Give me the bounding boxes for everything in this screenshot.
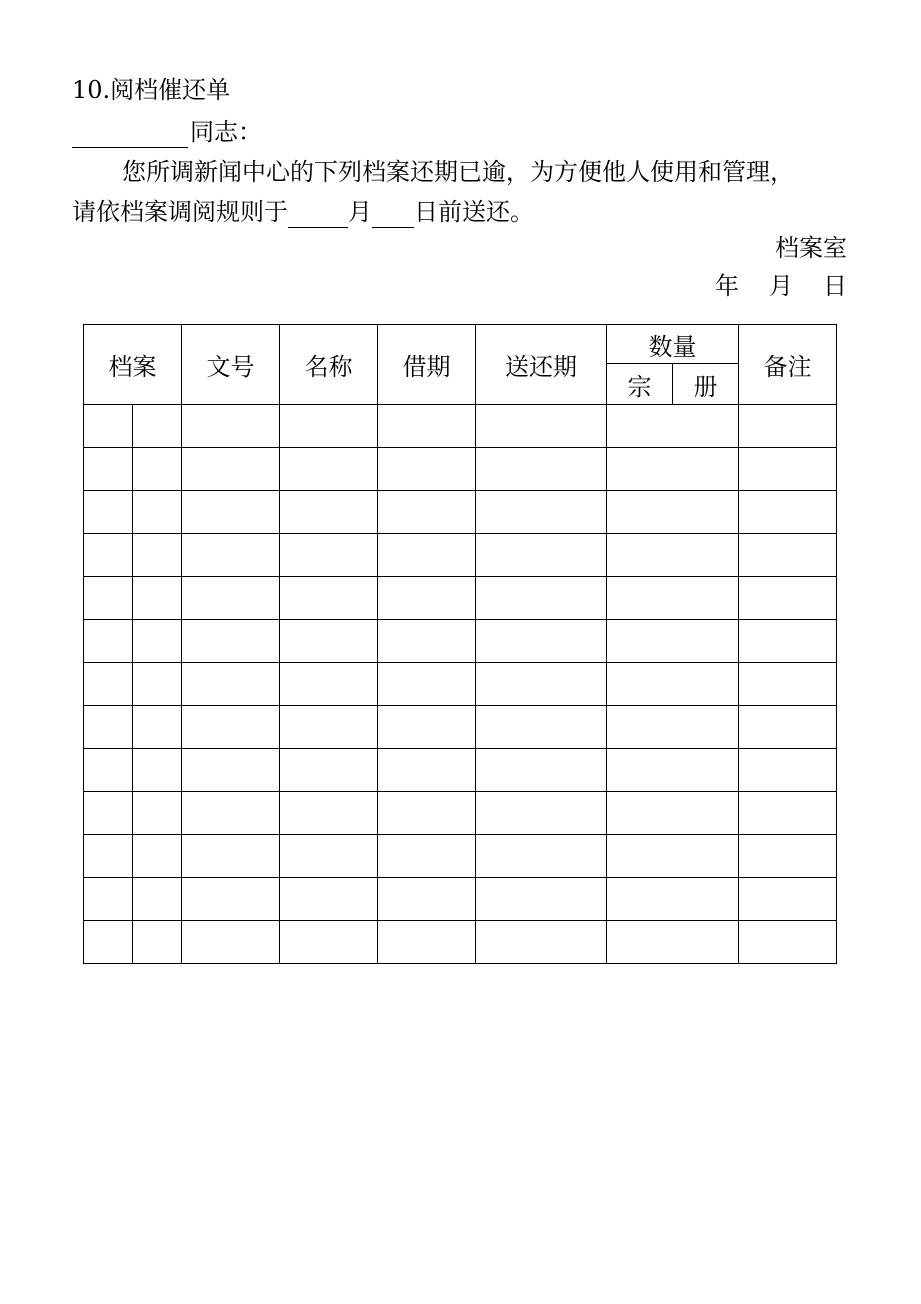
header-remarks: 备注 [739,325,837,405]
cell-name[interactable] [280,534,378,577]
cell-remarks[interactable] [739,921,837,964]
cell-archive-a[interactable] [84,706,133,749]
cell-quantity[interactable] [607,792,739,835]
cell-remarks[interactable] [739,835,837,878]
cell-return-date[interactable] [476,448,607,491]
cell-remarks[interactable] [739,405,837,448]
day-suffix: 日前送还。 [414,198,534,226]
cell-archive-b[interactable] [133,491,182,534]
cell-quantity[interactable] [607,835,739,878]
cell-doc-no[interactable] [182,835,280,878]
cell-return-date[interactable] [476,620,607,663]
body-text-line-1: 您所调新闻中心的下列档案还期已逾，为方便他人使用和管理， [122,158,794,186]
month-label: 月 [348,198,372,226]
cell-remarks[interactable] [739,792,837,835]
cell-archive-b[interactable] [133,577,182,620]
cell-archive-a[interactable] [84,663,133,706]
table-row [84,577,837,620]
cell-borrow-date[interactable] [378,534,476,577]
cell-quantity[interactable] [607,921,739,964]
cell-name[interactable] [280,448,378,491]
cell-name[interactable] [280,491,378,534]
table-row [84,405,837,448]
header-doc-no: 文号 [182,325,280,405]
cell-archive-a[interactable] [84,577,133,620]
cell-return-date[interactable] [476,792,607,835]
cell-quantity[interactable] [607,878,739,921]
cell-archive-a[interactable] [84,620,133,663]
date-month: 月 [769,272,793,300]
month-blank[interactable] [288,203,348,228]
date-day: 日 [823,272,847,300]
table-row [84,448,837,491]
cell-doc-no[interactable] [182,706,280,749]
cell-archive-a[interactable] [84,921,133,964]
cell-return-date[interactable] [476,878,607,921]
cell-quantity[interactable] [607,534,739,577]
cell-borrow-date[interactable] [378,620,476,663]
cell-doc-no[interactable] [182,491,280,534]
cell-archive-a[interactable] [84,405,133,448]
table-row [84,835,837,878]
cell-archive-b[interactable] [133,663,182,706]
cell-quantity[interactable] [607,706,739,749]
cell-borrow-date[interactable] [378,921,476,964]
cell-borrow-date[interactable] [378,835,476,878]
table-row [84,878,837,921]
cell-borrow-date[interactable] [378,448,476,491]
cell-archive-b[interactable] [133,405,182,448]
cell-name[interactable] [280,706,378,749]
cell-borrow-date[interactable] [378,491,476,534]
body-text-line-2 [72,196,534,228]
cell-name[interactable] [280,620,378,663]
cell-quantity[interactable] [607,663,739,706]
date-year: 年 [715,272,739,300]
cell-name[interactable] [280,835,378,878]
cell-doc-no[interactable] [182,663,280,706]
cell-return-date[interactable] [476,405,607,448]
cell-return-date[interactable] [476,706,607,749]
cell-doc-no[interactable] [182,577,280,620]
cell-archive-a[interactable] [84,792,133,835]
header-return-date: 送还期 [476,325,607,405]
cell-archive-b[interactable] [133,620,182,663]
cell-doc-no[interactable] [182,448,280,491]
cell-archive-a[interactable] [84,878,133,921]
cell-return-date[interactable] [476,921,607,964]
table-row [84,792,837,835]
cell-name[interactable] [280,405,378,448]
salutation-suffix: 同志： [190,118,262,146]
cell-doc-no[interactable] [182,405,280,448]
cell-archive-b[interactable] [133,534,182,577]
cell-archive-b[interactable] [133,749,182,792]
cell-remarks[interactable] [739,534,837,577]
cell-doc-no[interactable] [182,792,280,835]
cell-name[interactable] [280,663,378,706]
cell-archive-b[interactable] [133,792,182,835]
cell-archive-b[interactable] [133,835,182,878]
date-line [715,270,847,302]
cell-remarks[interactable] [739,577,837,620]
cell-name[interactable] [280,577,378,620]
header-quantity-ce: 册 [673,364,739,405]
cell-archive-a[interactable] [84,448,133,491]
cell-return-date[interactable] [476,491,607,534]
cell-quantity[interactable] [607,405,739,448]
cell-doc-no[interactable] [182,921,280,964]
signature-archive-office: 档案室 [775,234,847,262]
header-archive: 档案 [84,325,182,405]
table-row [84,921,837,964]
cell-borrow-date[interactable] [378,577,476,620]
cell-name[interactable] [280,878,378,921]
table-row [84,706,837,749]
cell-remarks[interactable] [739,749,837,792]
cell-return-date[interactable] [476,577,607,620]
header-quantity-zong: 宗 [607,364,673,405]
cell-borrow-date[interactable] [378,792,476,835]
cell-name[interactable] [280,792,378,835]
cell-archive-b[interactable] [133,878,182,921]
cell-doc-no[interactable] [182,878,280,921]
cell-borrow-date[interactable] [378,749,476,792]
cell-archive-b[interactable] [133,706,182,749]
table-row [84,491,837,534]
cell-remarks[interactable] [739,491,837,534]
cell-borrow-date[interactable] [378,405,476,448]
header-quantity: 数量 [607,325,739,364]
cell-name[interactable] [280,749,378,792]
cell-doc-no[interactable] [182,620,280,663]
cell-archive-a[interactable] [84,491,133,534]
cell-return-date[interactable] [476,534,607,577]
cell-remarks[interactable] [739,448,837,491]
cell-archive-b[interactable] [133,921,182,964]
recipient-name-blank[interactable] [72,123,188,148]
cell-quantity[interactable] [607,749,739,792]
cell-remarks[interactable] [739,878,837,921]
cell-quantity[interactable] [607,577,739,620]
table-row [84,663,837,706]
cell-return-date[interactable] [476,835,607,878]
table-body [84,405,837,964]
cell-return-date[interactable] [476,749,607,792]
cell-borrow-date[interactable] [378,706,476,749]
form-title: 10.阅档催还单 [72,76,231,104]
cell-doc-no[interactable] [182,749,280,792]
header-borrow-date: 借期 [378,325,476,405]
cell-name[interactable] [280,921,378,964]
cell-quantity[interactable] [607,620,739,663]
cell-remarks[interactable] [739,663,837,706]
table-row [84,749,837,792]
cell-borrow-date[interactable] [378,663,476,706]
table-row [84,534,837,577]
cell-archive-a[interactable] [84,749,133,792]
cell-remarks[interactable] [739,706,837,749]
body-text-prefix: 请依档案调阅规则于 [72,198,288,226]
header-name: 名称 [280,325,378,405]
cell-quantity[interactable] [607,491,739,534]
day-blank[interactable] [372,203,414,228]
cell-archive-a[interactable] [84,534,133,577]
salutation [72,116,262,148]
cell-quantity[interactable] [607,448,739,491]
cell-archive-b[interactable] [133,448,182,491]
cell-return-date[interactable] [476,663,607,706]
overdue-records-table [83,324,837,964]
cell-doc-no[interactable] [182,534,280,577]
table-row [84,620,837,663]
cell-remarks[interactable] [739,620,837,663]
cell-borrow-date[interactable] [378,878,476,921]
cell-archive-a[interactable] [84,835,133,878]
